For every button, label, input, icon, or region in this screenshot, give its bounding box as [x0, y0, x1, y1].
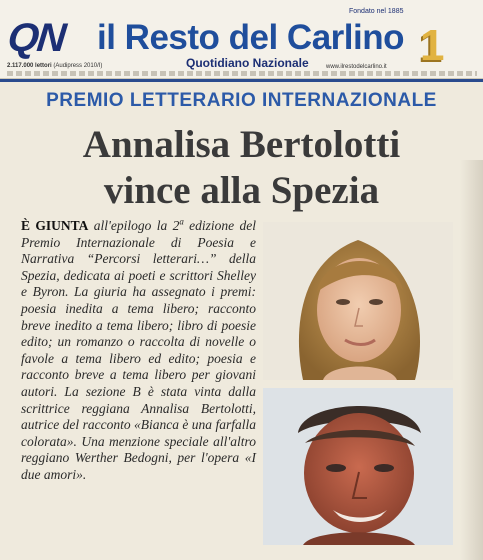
headline-line-1: Annalisa Bertolotti [82, 123, 401, 166]
photo-woman-portrait [263, 222, 453, 380]
price-figure: 1 [420, 21, 445, 70]
website-url: www.ilrestodelcarlino.it [326, 64, 387, 70]
newspaper-subtitle: Quotidiano Nazionale [186, 56, 309, 70]
headline-line-2: vince alla Spezia [103, 169, 380, 212]
newspaper-title: il Resto del Carlino [97, 18, 404, 57]
woman-portrait-illustration [263, 222, 453, 380]
article-lead-word: È GIUNTA [21, 218, 89, 233]
founded-note: Fondato nel 1885 [349, 8, 404, 15]
article-body [21, 218, 256, 484]
ordinal-superscript: a [179, 216, 184, 227]
page-fold-shadow [460, 160, 483, 560]
article-headline [0, 122, 483, 214]
photo-man-portrait [263, 388, 453, 545]
readership-source: (Audipress 2010/I) [53, 63, 103, 69]
readership-count: 2.117.000 lettori [7, 63, 52, 69]
masthead-rule [0, 79, 483, 82]
man-portrait-illustration [263, 388, 453, 545]
readership-line [7, 63, 102, 69]
article-body-part-2: edizione del Premio Internazionale di Poesia e Narrativa “Percorsi letterari…” della Spezia, dedicata ai poeti e scrittori Shelley e Byron. La giuria ha assegnato i premi: poesia inedita a tema libero; racconto breve inedito a tema libero; libro di poesie edito; un romanzo o raccolta di novelle o favole a tema libero ed edito; poesia e racconto breve a tema libero per giovani autori. La sezione B è stata vinta dalla scrittrice reggiana Annalisa Bertolotti, autrice del racconto «Bianca è una farfalla colorata». Una menzione speciale all'altro reggiano Werther Bedogni, per l'opera «I due amori». [21, 218, 256, 482]
newspaper-masthead [0, 0, 483, 79]
article-kicker: PREMIO LETTERARIO INTERNAZIONALE [46, 90, 437, 111]
article-body-part-1: all'epilogo la 2 [88, 218, 180, 233]
qn-logo: QN [5, 16, 67, 60]
dateline-strip [7, 71, 477, 76]
